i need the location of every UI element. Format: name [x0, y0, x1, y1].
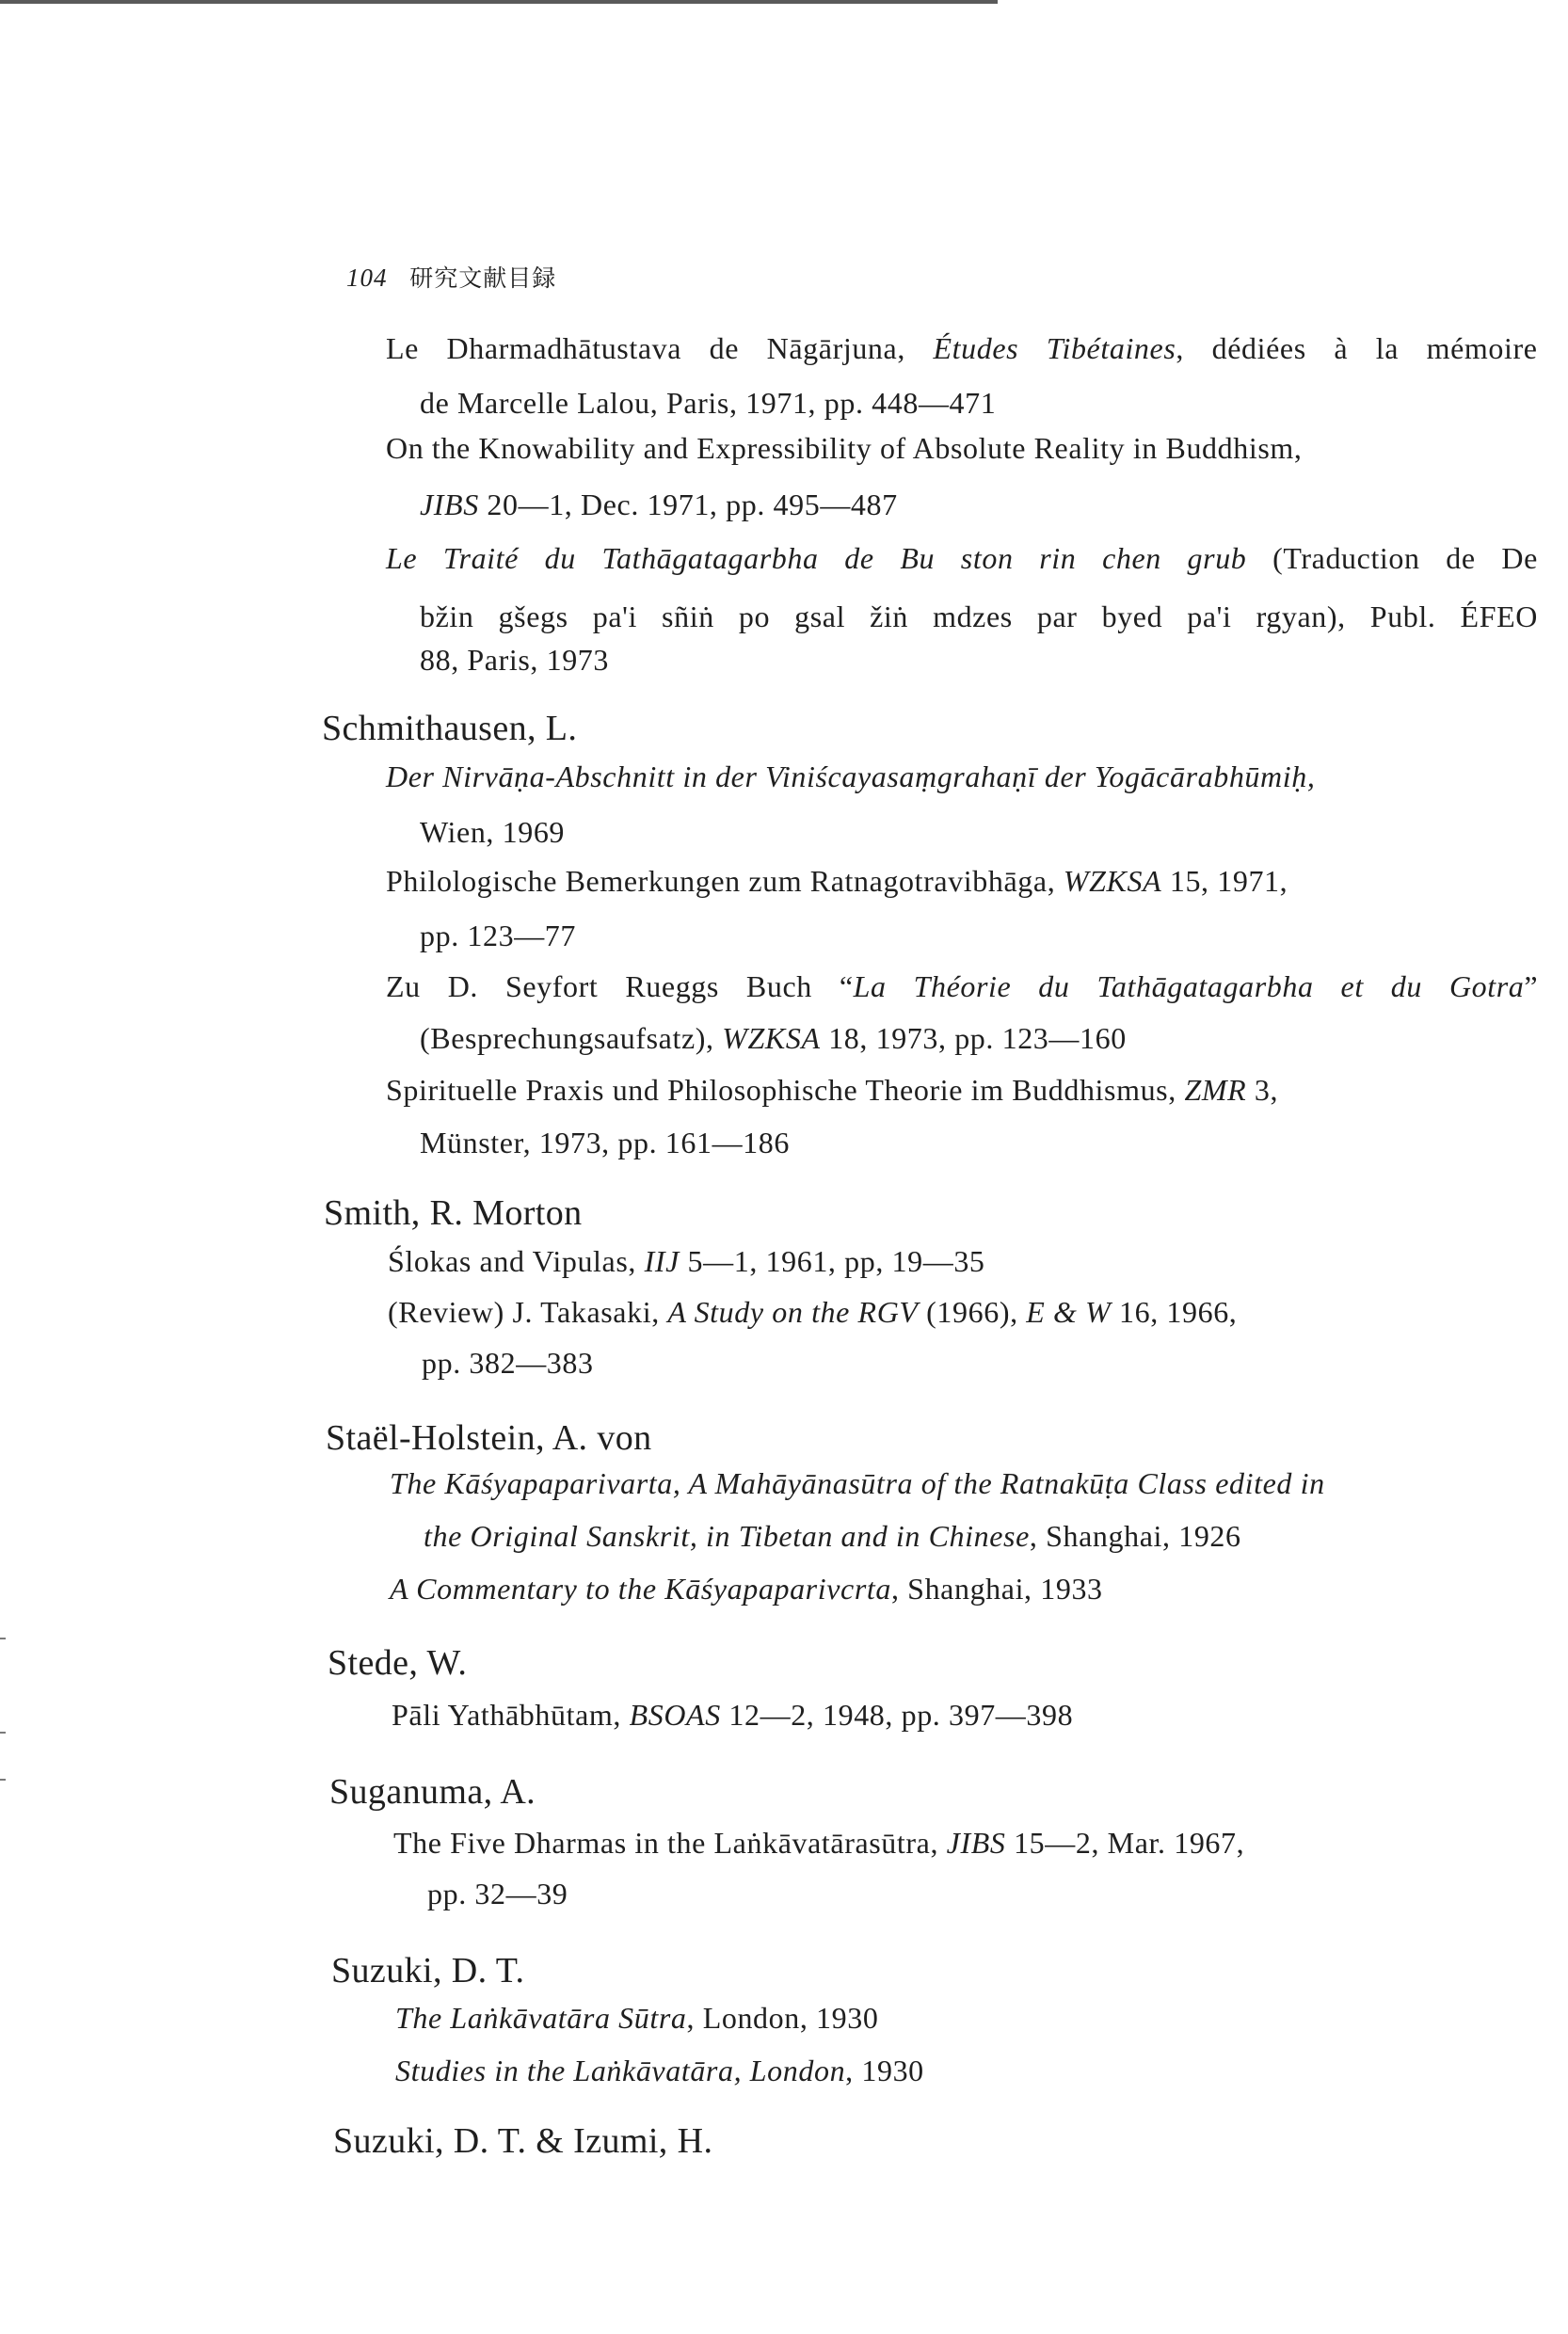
entry-continuation-line — [420, 1021, 1127, 1056]
citation-text: , Shanghai, 1933 — [890, 1572, 1103, 1606]
entry-first-line — [388, 1244, 985, 1279]
entry-continuation-line — [422, 1346, 594, 1381]
citation-text: pp. 123—77 — [420, 919, 576, 952]
citation-text: 20—1, Dec. 1971, pp. 495—487 — [478, 488, 898, 521]
entry-continuation-line — [424, 1519, 1241, 1554]
citation-text: (Review) J. Takasaki, — [388, 1295, 668, 1329]
citation-text: 15, 1971, — [1161, 864, 1288, 898]
italic-title-text: A Study on the RGV — [667, 1295, 919, 1329]
citation-text: (1966), — [918, 1295, 1027, 1329]
citation-text: 12—2, 1948, pp. 397—398 — [720, 1698, 1074, 1732]
entry-continuation-line — [420, 815, 565, 850]
italic-title-text: Le Traité du Tathāgatagarbha de Bu ston rin chen grub — [386, 541, 1247, 575]
citation-text: The Five Dharmas in the Laṅkāvatārasūtra, — [393, 1826, 947, 1860]
citation-text: On the Knowability and Expressibility of Absolute Reality in Buddhism, — [386, 431, 1303, 465]
citation-text: ” — [1524, 969, 1539, 1003]
citation-text: 88, Paris, 1973 — [420, 643, 609, 677]
entry-continuation-line — [427, 1877, 568, 1911]
citation-text: Ślokas and Vipulas, — [388, 1244, 645, 1278]
italic-title-text: A Commentary to the Kāśyapaparivcrta — [390, 1572, 891, 1606]
citation-text: Spirituelle Praxis und Philosophische Theorie im Buddhismus, — [386, 1073, 1185, 1107]
entry-first-line — [392, 1698, 1073, 1733]
entry-continuation-line — [420, 1126, 790, 1160]
citation-text: Münster, 1973, pp. 161—186 — [420, 1126, 790, 1159]
entry-first-line — [390, 1466, 1325, 1501]
italic-title-text: The Laṅkāvatāra Sūtra — [395, 2001, 687, 2035]
italic-title-text: JIBS — [946, 1826, 1006, 1860]
entry-first-line — [395, 2001, 878, 2036]
author-heading: Suganuma, A. — [329, 1772, 536, 1812]
entry-continuation-line — [420, 599, 1538, 634]
citation-text: , 1930 — [845, 2054, 924, 2087]
entry-first-line — [390, 1572, 1103, 1607]
citation-text: pp. 32—39 — [427, 1877, 568, 1910]
entry-first-line — [386, 431, 1302, 466]
author-heading: Staël-Holstein, A. von — [326, 1418, 652, 1458]
italic-title-text: Études Tibétaines — [933, 331, 1176, 365]
italic-title-text: Der Nirvāṇa-Abschnitt in der Viniścayasaṃgrahaṇī der Yogācārabhūmiḥ, — [386, 759, 1316, 793]
author-heading: Schmithausen, L. — [322, 709, 578, 748]
entry-continuation-line — [420, 386, 996, 421]
entry-continuation-line — [420, 919, 576, 953]
entry-first-line — [386, 331, 1538, 366]
citation-text: 15—2, Mar. 1967, — [1005, 1826, 1245, 1860]
italic-title-text: E & W — [1026, 1295, 1112, 1329]
entry-continuation-line — [420, 643, 609, 678]
italic-title-text: WZKSA — [1063, 864, 1162, 898]
italic-title-text: IIJ — [644, 1244, 680, 1278]
italic-title-text: La Théorie du Tathāgatagarbha et du Gotra — [853, 969, 1525, 1003]
italic-title-text: BSOAS — [629, 1698, 721, 1732]
italic-title-text: The Kāśyapaparivarta, A Mahāyānasūtra of the Ratnakūṭa Class edited in — [390, 1466, 1325, 1500]
citation-text: , Shanghai, 1926 — [1029, 1519, 1241, 1553]
citation-text: (Besprechungsaufsatz), — [420, 1021, 723, 1055]
entry-first-line — [386, 759, 1315, 794]
citation-text: pp. 382—383 — [422, 1346, 594, 1380]
author-heading: Suzuki, D. T. & Izumi, H. — [333, 2121, 713, 2161]
italic-title-text: the Original Sanskrit, in Tibetan and in Chinese — [424, 1519, 1030, 1553]
entry-first-line — [393, 1826, 1244, 1861]
citation-text: Le Dharmadhātustava de Nāgārjuna, — [386, 331, 934, 365]
page-number: 104 — [346, 264, 388, 292]
entry-first-line — [386, 541, 1538, 576]
running-head-title: 研究文献目録 — [409, 264, 557, 292]
entry-first-line — [386, 969, 1538, 1004]
italic-title-text: WZKSA — [722, 1021, 821, 1055]
author-heading: Smith, R. Morton — [324, 1193, 583, 1233]
citation-text: Pāli Yathābhūtam, — [392, 1698, 630, 1732]
author-heading: Suzuki, D. T. — [331, 1951, 525, 1990]
citation-text: 3, — [1246, 1073, 1279, 1107]
citation-text: Wien, 1969 — [420, 815, 566, 849]
entry-first-line — [386, 864, 1288, 899]
entry-first-line — [395, 2054, 924, 2088]
citation-text: 5—1, 1961, pp, 19—35 — [679, 1244, 985, 1278]
italic-title-text: Studies in the Laṅkāvatāra, London — [395, 2054, 846, 2087]
citation-text: , London, 1930 — [686, 2001, 879, 2035]
citation-text: 18, 1973, pp. 123—160 — [820, 1021, 1127, 1055]
citation-text: bžin gšegs pa'i sñiṅ po gsal žiṅ mdzes par byed pa'i rgyan), Publ. ÉFEO — [420, 599, 1538, 633]
citation-text: de Marcelle Lalou, Paris, 1971, pp. 448—471 — [420, 386, 997, 420]
italic-title-text: ZMR — [1184, 1073, 1247, 1107]
citation-text: Philologische Bemerkungen zum Ratnagotravibhāga, — [386, 864, 1064, 898]
author-heading: Stede, W. — [328, 1643, 468, 1683]
italic-title-text: JIBS — [420, 488, 479, 521]
entry-first-line — [386, 1073, 1278, 1108]
citation-text: , dédiées à la mémoire — [1176, 331, 1538, 365]
citation-text: Zu D. Seyfort Rueggs Buch “ — [386, 969, 854, 1003]
entry-first-line — [388, 1295, 1237, 1330]
entry-continuation-line — [420, 488, 898, 522]
citation-text: 16, 1966, — [1111, 1295, 1238, 1329]
citation-text: (Traduction de De — [1246, 541, 1538, 575]
